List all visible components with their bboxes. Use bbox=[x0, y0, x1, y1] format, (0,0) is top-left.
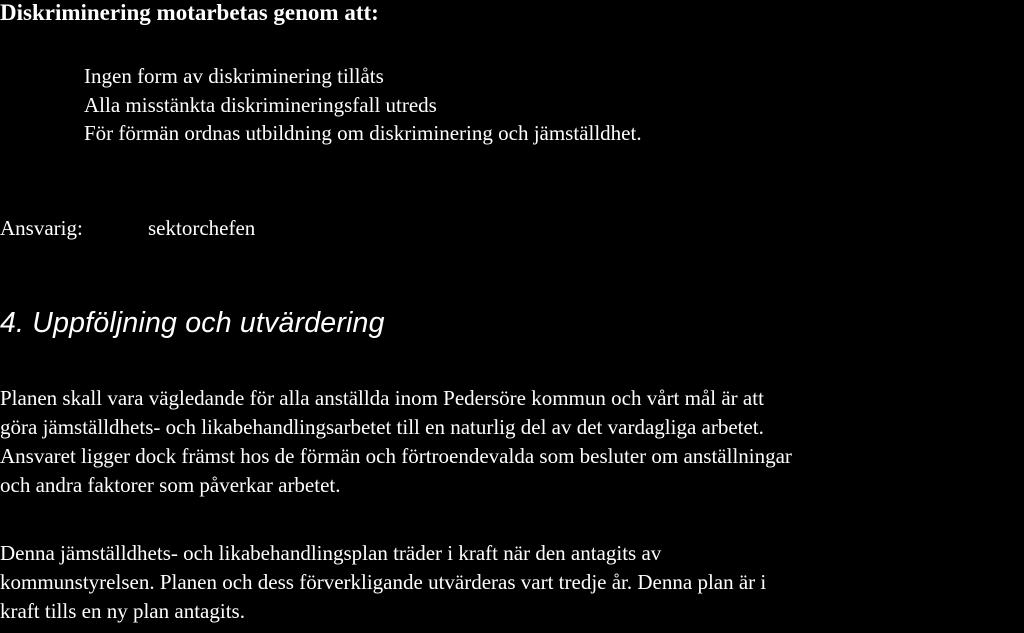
list-item: Ingen form av diskriminering tillåts bbox=[84, 64, 384, 88]
discrimination-measures-list bbox=[84, 62, 642, 148]
paragraph-1 bbox=[0, 384, 1024, 500]
list-item: Alla misstänkta diskrimineringsfall utreds bbox=[84, 92, 437, 117]
paragraph-line: och andra faktorer som påverkar arbetet. bbox=[0, 473, 341, 497]
paragraph-line: kommunstyrelsen. Planen och dess förverkligande utvärderas vart tredje år. Denna plan är i bbox=[0, 570, 767, 594]
responsible-value: sektorchefen bbox=[148, 216, 256, 240]
responsible-line bbox=[0, 214, 255, 242]
list-item: För förmän ordnas utbildning om diskriminering och jämställdhet. bbox=[84, 121, 642, 145]
paragraph-2 bbox=[0, 539, 1024, 626]
paragraph-line: göra jämställdhets- och likabehandlingsarbetet till en naturlig del av det vardagliga arbetet. bbox=[0, 415, 764, 439]
paragraph-line: Planen skall vara vägledande för alla anställda inom Pedersöre kommun och vårt mål är att bbox=[0, 386, 764, 410]
section-heading: 4. Uppföljning och utvärdering bbox=[0, 307, 385, 339]
discrimination-heading: Diskriminering motarbetas genom att: bbox=[0, 0, 379, 25]
paragraph-line: Ansvaret ligger dock främst hos de förmän och förtroendevalda som besluter om anställningar bbox=[0, 444, 792, 468]
paragraph-line: kraft tills en ny plan antagits. bbox=[0, 599, 245, 623]
paragraph-line: Denna jämställdhets- och likabehandlingsplan träder i kraft när den antagits av bbox=[0, 541, 662, 565]
responsible-label: Ansvarig: bbox=[0, 216, 83, 240]
